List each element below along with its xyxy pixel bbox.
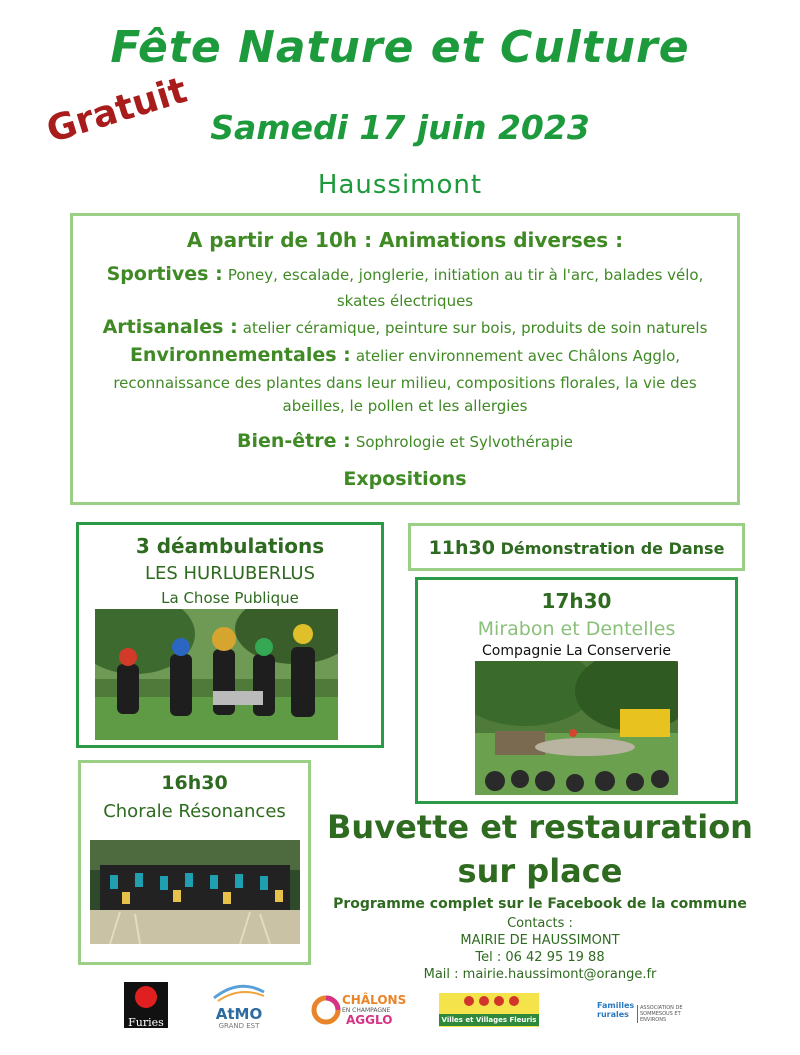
chalons-label: CHÂLONS bbox=[342, 993, 407, 1007]
atmo-wave-icon bbox=[210, 980, 268, 1002]
sportives-label: Sportives : bbox=[106, 263, 223, 285]
mirabon-time: 17h30 bbox=[541, 589, 612, 613]
buvette-line2: sur place bbox=[457, 852, 623, 890]
event-date: Samedi 17 juin 2023 bbox=[210, 108, 590, 147]
atmo-label: AtMO bbox=[215, 1005, 263, 1023]
artisanales-text: atelier céramique, peinture sur bois, produits de soin naturels bbox=[242, 319, 708, 337]
bienetre-line bbox=[75, 430, 735, 453]
familles-label: Familles rurales bbox=[597, 1001, 635, 1019]
chorale-photo bbox=[90, 840, 300, 944]
contacts-mail: Mail : mairie.haussimont@orange.fr bbox=[423, 967, 657, 982]
expositions-label: Expositions bbox=[343, 468, 467, 490]
flowers-icon bbox=[439, 994, 539, 1008]
danse-time: 11h30 bbox=[428, 537, 495, 559]
villes-fleuris-logo bbox=[439, 993, 539, 1027]
chorale-title: Chorale Résonances bbox=[103, 801, 286, 822]
environnementales-text: atelier environnement avec Châlons Agglo, bbox=[355, 347, 681, 365]
danse-line bbox=[408, 537, 745, 559]
environnementales-line bbox=[75, 344, 735, 367]
deambulations-group: LES HURLUBERLUS bbox=[144, 563, 316, 584]
chalons-ring-icon bbox=[310, 994, 342, 1026]
sportives-text: Poney, escalade, jonglerie, initiation au tir à l'arc, balades vélo, bbox=[227, 266, 704, 284]
bienetre-text: Sophrologie et Sylvothérapie bbox=[355, 433, 573, 451]
bienetre-label: Bien-être : bbox=[237, 430, 351, 452]
deambulations-company: La Chose Publique bbox=[161, 589, 299, 607]
environnementales-label: Environnementales : bbox=[129, 344, 351, 366]
danse-label: Démonstration de Danse bbox=[500, 539, 725, 558]
animations-heading: A partir de 10h : Animations diverses : bbox=[186, 228, 624, 252]
environnementales-text-2: reconnaissance des plantes dans leur milieu, compositions florales, la vie des bbox=[113, 374, 697, 392]
artisanales-line bbox=[75, 316, 735, 339]
chalons-sub: AGGLO bbox=[346, 1013, 393, 1027]
furies-label: Furies bbox=[128, 1016, 164, 1029]
chalons-mid: EN CHAMPAGNE bbox=[342, 1007, 391, 1014]
mirabon-company: Compagnie La Conserverie bbox=[481, 643, 672, 659]
villes-label: Villes et Villages Fleuris bbox=[439, 1014, 539, 1026]
event-location: Haussimont bbox=[317, 170, 483, 200]
chalons-logo bbox=[310, 993, 406, 1027]
red-dot-icon bbox=[124, 982, 168, 1012]
contacts-tel: Tel : 06 42 95 19 88 bbox=[475, 950, 605, 965]
mirabon-title: Mirabon et Dentelles bbox=[477, 618, 676, 640]
atmo-sub: GRAND EST bbox=[218, 1022, 260, 1030]
sportives-line bbox=[75, 263, 735, 286]
deambulations-title: 3 déambulations bbox=[135, 534, 325, 558]
artisanales-label: Artisanales : bbox=[102, 316, 238, 338]
furies-logo bbox=[124, 982, 168, 1028]
familles-rurales-logo bbox=[597, 993, 697, 1029]
mirabon-photo bbox=[475, 661, 678, 795]
contacts-org: MAIRIE DE HAUSSIMONT bbox=[460, 933, 620, 948]
familles-sub: ASSOCIATION DE SOMMESOUS ET ENVIRONS bbox=[637, 1005, 698, 1023]
environnementales-text-3: abeilles, le pollen et les allergies bbox=[282, 397, 528, 415]
programme-note: Programme complet sur le Facebook de la commune bbox=[333, 896, 747, 912]
atmo-logo bbox=[210, 980, 268, 1030]
page-title: Fête Nature et Culture bbox=[110, 22, 690, 73]
contacts-label: Contacts : bbox=[507, 916, 573, 931]
sportives-text-2: skates électriques bbox=[336, 292, 474, 310]
free-stamp: Gratuit bbox=[42, 69, 192, 152]
buvette-line1: Buvette et restauration bbox=[327, 808, 753, 846]
hurluberlus-photo bbox=[95, 609, 338, 740]
chorale-time: 16h30 bbox=[161, 772, 228, 794]
